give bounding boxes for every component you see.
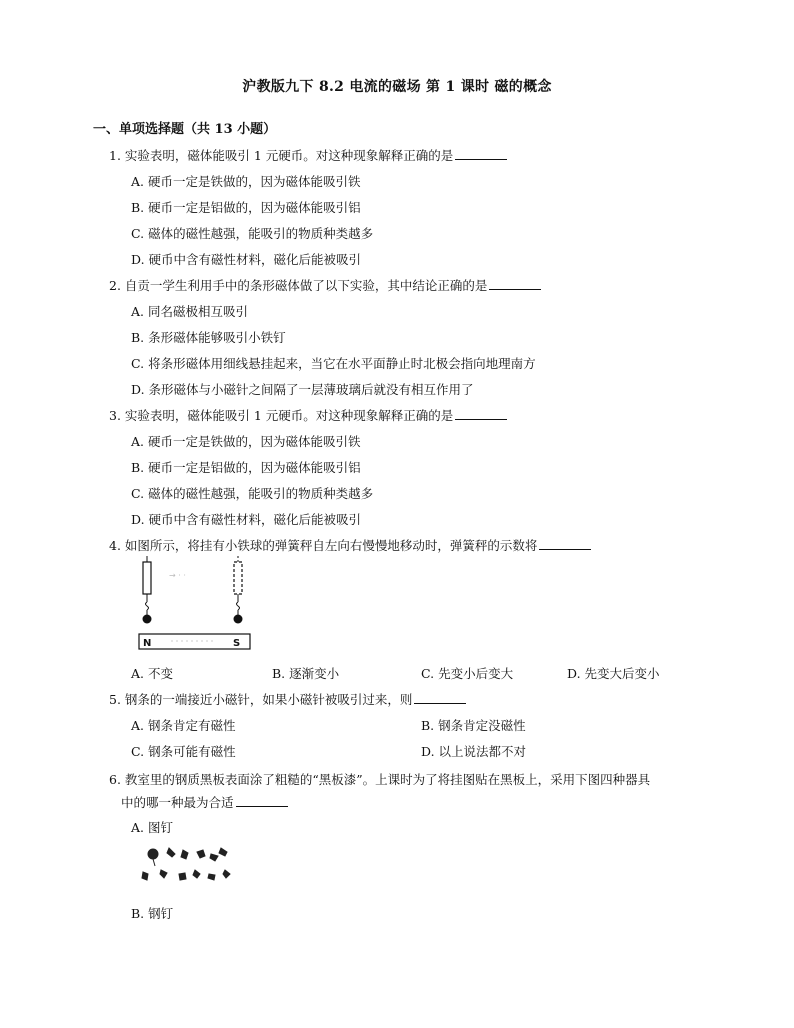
- question-2-text: 2. 自贡一学生利用手中的条形磁体做了以下实验，其中结论正确的是: [109, 278, 488, 293]
- answer-blank[interactable]: [489, 278, 541, 290]
- question-2-option-d[interactable]: D. 条形磁体与小磁针之间隔了一层薄玻璃后就没有相互作用了: [131, 382, 474, 397]
- page-title: 沪教版九下 8.2 电流的磁场 第 1 课时 磁的概念: [242, 79, 552, 95]
- question-3-option-b[interactable]: B. 硬币一定是铝做的，因为磁体能吸引铝: [131, 460, 361, 475]
- question-1-option-c[interactable]: C. 磁体的磁性越强，能吸引的物质种类越多: [131, 226, 374, 241]
- question-1-option-b[interactable]: B. 硬币一定是铝做的，因为磁体能吸引铝: [131, 200, 361, 215]
- question-2-option-c[interactable]: C. 将条形磁体用细线悬挂起来，当它在水平面静止时北极会指向地理南方: [131, 356, 536, 371]
- question-1-stem: [109, 146, 507, 164]
- thumbtack-icon: [160, 870, 167, 878]
- question-5-option-d[interactable]: D. 以上说法都不对: [421, 744, 527, 759]
- question-4-option-c[interactable]: C. 先变小后变大: [421, 666, 514, 681]
- answer-blank[interactable]: [455, 408, 507, 420]
- thumbtack-icon: [179, 873, 186, 880]
- question-6-text: 中的哪一种最为合适: [121, 795, 234, 810]
- question-3-option-c[interactable]: C. 磁体的磁性越强，能吸引的物质种类越多: [131, 486, 374, 501]
- question-4-text: 4. 如图所示，将挂有小铁球的弹簧秤自左向右慢慢地移动时，弹簧秤的示数将: [109, 538, 538, 553]
- question-5-option-b[interactable]: B. 钢条肯定没磁性: [421, 718, 526, 733]
- question-1-text: 1. 实验表明，磁体能吸引 1 元硬币。对这种现象解释正确的是: [109, 148, 454, 163]
- question-2-stem: [109, 276, 541, 294]
- question-3-option-d[interactable]: D. 硬币中含有磁性材料，磁化后能被吸引: [131, 512, 362, 527]
- thumbtack-icon: [197, 850, 205, 858]
- thumbtack-icon: [148, 849, 158, 859]
- question-4-option-d[interactable]: D. 先变大后变小: [567, 666, 660, 681]
- answer-blank[interactable]: [414, 692, 466, 704]
- question-5-option-c[interactable]: C. 钢条可能有磁性: [131, 744, 236, 759]
- north-pole-label: N: [143, 638, 152, 649]
- thumbtack-icon: [210, 854, 218, 861]
- spring-scale-left: [143, 562, 151, 594]
- question-3-option-a[interactable]: A. 硬币一定是铁做的，因为磁体能吸引铁: [131, 434, 361, 449]
- thumbtack-icon: [219, 848, 227, 856]
- thumbtack-icon: [142, 872, 148, 880]
- question-6-option-b[interactable]: B. 钢钉: [131, 906, 174, 921]
- question-6-stem-line2: [121, 793, 288, 811]
- question-5-stem: [109, 690, 466, 708]
- iron-ball-left: [143, 615, 152, 624]
- thumbtack-icon: [181, 850, 188, 859]
- question-6-stem-line1: 6. 教室里的钢质黑板表面涂了粗糙的“黑板漆”。上课时为了将挂图贴在黑板上，采用下图四种器具: [109, 772, 651, 787]
- answer-blank[interactable]: [236, 795, 288, 807]
- question-2-option-b[interactable]: B. 条形磁体能够吸引小铁钉: [131, 330, 286, 345]
- question-3-text: 3. 实验表明，磁体能吸引 1 元硬币。对这种现象解释正确的是: [109, 408, 454, 423]
- motion-arrow-mark: → · ·: [169, 571, 186, 580]
- iron-ball-right: [234, 615, 243, 624]
- thumbtack-icon: [208, 874, 215, 880]
- spring-scale-right: [234, 562, 242, 594]
- question-4-option-b[interactable]: B. 逐渐变小: [272, 666, 340, 681]
- question-4-stem: [109, 536, 591, 554]
- question-5-option-a[interactable]: A. 钢条肯定有磁性: [131, 718, 236, 733]
- question-3-stem: [109, 406, 507, 424]
- question-5-text: 5. 钢条的一端接近小磁针，如果小磁针被吸引过来，则: [109, 692, 413, 707]
- spring-scale-magnet-figure: [131, 556, 256, 652]
- question-6-option-a[interactable]: A. 图钉: [131, 820, 173, 835]
- thumbtack-icon: [167, 848, 175, 857]
- thumbtacks-figure: [131, 840, 241, 894]
- answer-blank[interactable]: [455, 148, 507, 160]
- question-4-option-a[interactable]: A. 不变: [131, 666, 173, 681]
- section-heading: 一、单项选择题（共 13 小题）: [93, 122, 277, 137]
- thumbtack-icon: [193, 870, 200, 878]
- south-pole-label: S: [233, 638, 241, 649]
- question-1-option-a[interactable]: A. 硬币一定是铁做的，因为磁体能吸引铁: [131, 174, 361, 189]
- question-2-option-a[interactable]: A. 同名磁极相互吸引: [131, 304, 248, 319]
- thumbtack-icon: [223, 870, 230, 878]
- question-1-option-d[interactable]: D. 硬币中含有磁性材料，磁化后能被吸引: [131, 252, 362, 267]
- answer-blank[interactable]: [539, 538, 591, 550]
